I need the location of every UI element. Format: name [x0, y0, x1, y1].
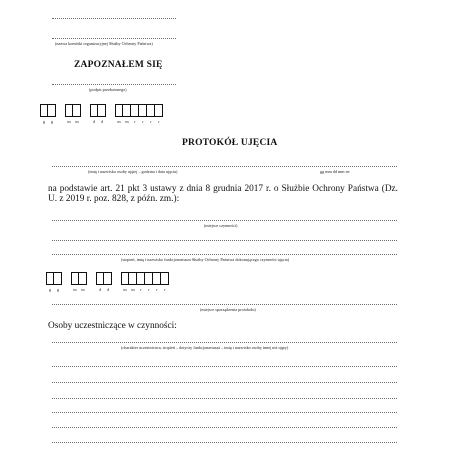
date-box[interactable]: [155, 104, 163, 117]
date-box[interactable]: [73, 104, 81, 117]
signature-caption: (podpis przełożonego): [89, 87, 127, 92]
protocol-place-line: [52, 304, 397, 305]
protocol-title: PROTOKÓŁ UJĘCIA: [182, 138, 278, 148]
participants-entry-line: [52, 412, 397, 413]
unit-name-line-2: [52, 38, 176, 39]
date-box[interactable]: [46, 272, 54, 285]
time-caption: gg mm dd mm rrr: [320, 169, 350, 174]
date-box[interactable]: [40, 104, 48, 117]
date-box[interactable]: [147, 104, 155, 117]
officer-caption: (stopień, imię i nazwisko funkcjonariusza Służby Ochrony Państwa dokonującego czynności ujęcia): [121, 257, 290, 262]
date-box[interactable]: [79, 272, 87, 285]
date-box[interactable]: [115, 104, 123, 117]
participants-caption: (charakter uczestnictwa, stopień – dotyczy funkcjonariusza – imię i nazwisko osoby innej niż ujęty): [121, 345, 289, 350]
unit-name-line: [52, 18, 176, 19]
date-box[interactable]: [131, 104, 139, 117]
date-box[interactable]: [65, 104, 73, 117]
unit-name-caption: (nazwa komórki organizacyjnej Służby Ochrony Państwa): [55, 41, 153, 46]
date-box[interactable]: [71, 272, 79, 285]
protocol-place-caption: (miejsce sporządzenia protokołu): [200, 307, 256, 312]
participants-entry-line: [52, 398, 397, 399]
date-box[interactable]: [145, 272, 153, 285]
participants-entry-line: [52, 382, 397, 383]
date-box[interactable]: [139, 104, 147, 117]
date-box[interactable]: [90, 104, 98, 117]
participants-label: Osoby uczestniczące w czynności:: [48, 321, 177, 331]
participants-entry-line: [52, 427, 397, 428]
date-boxes-bottom[interactable]: [46, 272, 169, 285]
place-caption: (miejsce czynności): [204, 223, 238, 228]
ack-title: ZAPOZNAŁEM SIĘ: [74, 60, 163, 70]
signature-line: [52, 84, 176, 85]
date-boxes-top[interactable]: [40, 104, 163, 117]
person-caption: (imię i nazwisko osoby ujętej – godzina i data ujęcia): [88, 169, 178, 174]
person-line: [52, 166, 397, 167]
date-box[interactable]: [123, 104, 131, 117]
participants-line: [52, 342, 397, 343]
participants-entry-line: [52, 366, 397, 367]
participants-entry-line: [52, 442, 397, 443]
officer-line-1: [52, 240, 397, 241]
date-box[interactable]: [54, 272, 62, 285]
date-box[interactable]: [48, 104, 56, 117]
date-box[interactable]: [104, 272, 112, 285]
date-box[interactable]: [137, 272, 145, 285]
place-line: [52, 220, 397, 221]
date-box[interactable]: [98, 104, 106, 117]
date-labels-top: g g m m d d m m r r r r: [42, 119, 160, 124]
legal-basis-text: na podstawie art. 21 pkt 3 ustawy z dnia 8 grudnia 2017 r. o Służbie Ochrony Państwa (Dz. U. z 2019 r. poz. 828, z późn. zm.):: [48, 184, 398, 204]
date-box[interactable]: [121, 272, 129, 285]
date-box[interactable]: [161, 272, 169, 285]
date-box[interactable]: [153, 272, 161, 285]
date-labels-bottom: g g m m d d m m r r r r: [48, 287, 166, 292]
date-box[interactable]: [96, 272, 104, 285]
officer-line-2: [52, 254, 397, 255]
date-box[interactable]: [129, 272, 137, 285]
